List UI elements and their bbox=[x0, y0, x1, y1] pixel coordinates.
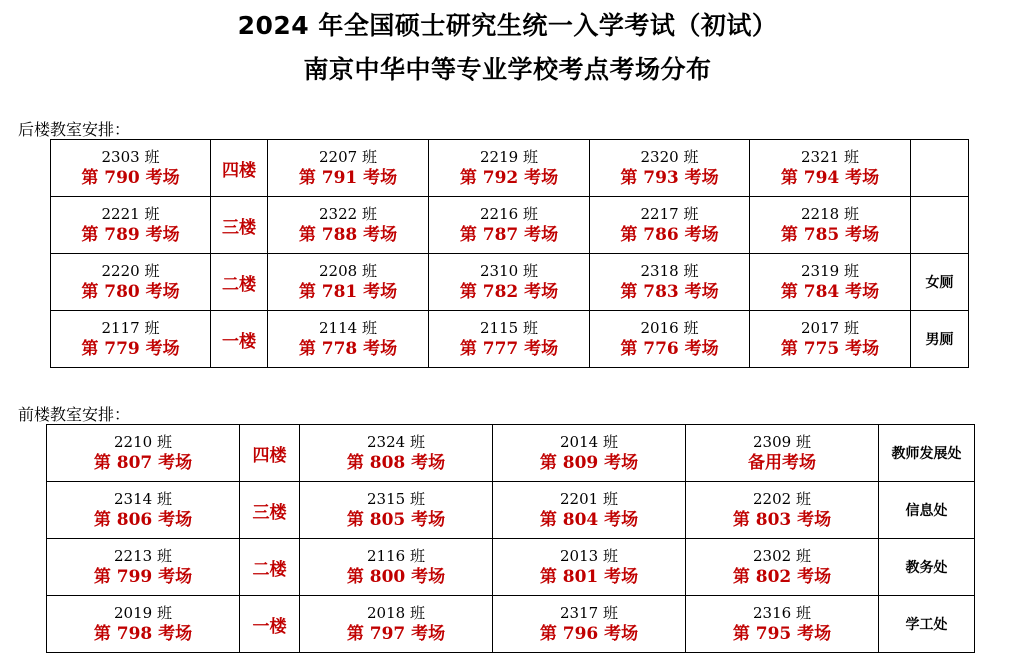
class-name: 2302 班 bbox=[753, 547, 811, 565]
exam-room: 第 805 考场 bbox=[346, 510, 446, 530]
class-name: 2324 班 bbox=[367, 433, 425, 451]
exam-room: 第 785 考场 bbox=[780, 225, 880, 245]
side-note: 教务处 bbox=[879, 539, 975, 596]
exam-room: 第 806 考场 bbox=[93, 510, 193, 530]
exam-room: 第 787 考场 bbox=[459, 225, 559, 245]
classroom-cell bbox=[493, 539, 686, 596]
exam-room: 第 784 考场 bbox=[780, 282, 880, 302]
side-note bbox=[911, 140, 969, 197]
class-name: 2117 班 bbox=[101, 319, 160, 337]
class-name: 2210 班 bbox=[114, 433, 172, 451]
floor-label: 四楼 bbox=[240, 425, 300, 482]
class-name: 2218 班 bbox=[801, 205, 859, 223]
classroom-cell bbox=[590, 197, 750, 254]
classroom-cell bbox=[429, 254, 590, 311]
class-name: 2019 班 bbox=[114, 604, 172, 622]
floor-label: 一楼 bbox=[240, 596, 300, 653]
class-name: 2216 班 bbox=[480, 205, 538, 223]
classroom-cell bbox=[686, 539, 879, 596]
exam-room: 第 775 考场 bbox=[780, 339, 880, 359]
exam-room: 第 790 考场 bbox=[81, 168, 180, 188]
class-name: 2013 班 bbox=[560, 547, 618, 565]
exam-room: 第 809 考场 bbox=[539, 453, 639, 473]
exam-room: 第 789 考场 bbox=[81, 225, 180, 245]
table-row bbox=[51, 140, 969, 197]
side-note: 男厕 bbox=[911, 311, 969, 368]
exam-room: 第 804 考场 bbox=[539, 510, 639, 530]
exam-room: 第 808 考场 bbox=[346, 453, 446, 473]
side-note bbox=[911, 197, 969, 254]
classroom-cell bbox=[300, 539, 493, 596]
side-note: 女厕 bbox=[911, 254, 969, 311]
class-name: 2017 班 bbox=[801, 319, 859, 337]
classroom-cell bbox=[300, 425, 493, 482]
classroom-cell bbox=[750, 254, 911, 311]
floor-label: 三楼 bbox=[240, 482, 300, 539]
exam-room: 第 783 考场 bbox=[620, 282, 719, 302]
side-note: 学工处 bbox=[879, 596, 975, 653]
document-title: 2024 年全国硕士研究生统一入学考试（初试） bbox=[237, 11, 778, 40]
classroom-cell bbox=[268, 311, 429, 368]
classroom-cell bbox=[686, 425, 879, 482]
exam-room: 第 799 考场 bbox=[93, 567, 193, 587]
back-building-table bbox=[50, 139, 969, 368]
exam-room: 第 782 考场 bbox=[459, 282, 559, 302]
classroom-cell bbox=[51, 140, 211, 197]
exam-room: 备用考场 bbox=[748, 453, 816, 473]
classroom-cell bbox=[590, 311, 750, 368]
exam-room: 第 793 考场 bbox=[620, 168, 719, 188]
floor-label: 一楼 bbox=[211, 311, 268, 368]
classroom-cell bbox=[750, 197, 911, 254]
classroom-cell bbox=[51, 197, 211, 254]
exam-room: 第 803 考场 bbox=[732, 510, 832, 530]
classroom-cell bbox=[51, 311, 211, 368]
classroom-cell bbox=[268, 254, 429, 311]
class-name: 2114 班 bbox=[319, 319, 377, 337]
class-name: 2322 班 bbox=[319, 205, 377, 223]
table-row bbox=[47, 539, 975, 596]
exam-room: 第 788 考场 bbox=[298, 225, 398, 245]
floor-label: 四楼 bbox=[211, 140, 268, 197]
exam-room: 第 776 考场 bbox=[620, 339, 719, 359]
classroom-cell bbox=[686, 596, 879, 653]
exam-room: 第 794 考场 bbox=[780, 168, 880, 188]
floor-label: 二楼 bbox=[240, 539, 300, 596]
class-name: 2315 班 bbox=[367, 490, 425, 508]
table-row bbox=[47, 596, 975, 653]
class-name: 2303 班 bbox=[101, 148, 160, 166]
class-name: 2316 班 bbox=[753, 604, 811, 622]
exam-room: 第 780 考场 bbox=[81, 282, 180, 302]
classroom-cell bbox=[493, 482, 686, 539]
classroom-cell bbox=[590, 140, 750, 197]
class-name: 2202 班 bbox=[753, 490, 811, 508]
exam-room: 第 800 考场 bbox=[346, 567, 446, 587]
exam-room: 第 777 考场 bbox=[459, 339, 559, 359]
exam-room: 第 797 考场 bbox=[346, 624, 446, 644]
class-name: 2321 班 bbox=[801, 148, 859, 166]
classroom-cell bbox=[47, 482, 240, 539]
table-row bbox=[47, 482, 975, 539]
class-name: 2018 班 bbox=[367, 604, 425, 622]
exam-room: 第 802 考场 bbox=[732, 567, 832, 587]
classroom-cell bbox=[47, 425, 240, 482]
exam-room: 第 792 考场 bbox=[459, 168, 559, 188]
classroom-cell bbox=[750, 140, 911, 197]
class-name: 2310 班 bbox=[480, 262, 538, 280]
class-name: 2014 班 bbox=[560, 433, 618, 451]
classroom-cell bbox=[750, 311, 911, 368]
class-name: 2016 班 bbox=[640, 319, 699, 337]
exam-room: 第 791 考场 bbox=[298, 168, 398, 188]
back-building-label: 后楼教室安排： bbox=[18, 120, 131, 139]
table-row bbox=[51, 197, 969, 254]
class-name: 2217 班 bbox=[640, 205, 699, 223]
floor-label: 二楼 bbox=[211, 254, 268, 311]
class-name: 2309 班 bbox=[753, 433, 811, 451]
exam-room: 第 778 考场 bbox=[298, 339, 398, 359]
exam-room: 第 786 考场 bbox=[620, 225, 719, 245]
class-name: 2320 班 bbox=[640, 148, 699, 166]
class-name: 2116 班 bbox=[367, 547, 425, 565]
exam-room: 第 781 考场 bbox=[298, 282, 398, 302]
table-row bbox=[51, 311, 969, 368]
classroom-cell bbox=[268, 140, 429, 197]
exam-room: 第 807 考场 bbox=[93, 453, 193, 473]
class-name: 2115 班 bbox=[480, 319, 538, 337]
document-subtitle: 南京中华中等专业学校考点考场分布 bbox=[303, 55, 712, 84]
front-building-label: 前楼教室安排： bbox=[18, 405, 131, 424]
class-name: 2219 班 bbox=[480, 148, 538, 166]
exam-room: 第 801 考场 bbox=[539, 567, 639, 587]
class-name: 2314 班 bbox=[114, 490, 172, 508]
side-note: 信息处 bbox=[879, 482, 975, 539]
classroom-cell bbox=[493, 596, 686, 653]
class-name: 2208 班 bbox=[319, 262, 377, 280]
classroom-cell bbox=[51, 254, 211, 311]
classroom-cell bbox=[429, 197, 590, 254]
side-note: 教师发展处 bbox=[879, 425, 975, 482]
class-name: 2319 班 bbox=[801, 262, 859, 280]
classroom-cell bbox=[493, 425, 686, 482]
exam-room: 第 798 考场 bbox=[93, 624, 193, 644]
exam-room: 第 779 考场 bbox=[81, 339, 180, 359]
classroom-cell bbox=[429, 140, 590, 197]
classroom-cell bbox=[300, 482, 493, 539]
class-name: 2317 班 bbox=[560, 604, 618, 622]
class-name: 2318 班 bbox=[640, 262, 699, 280]
classroom-cell bbox=[300, 596, 493, 653]
exam-room: 第 795 考场 bbox=[732, 624, 832, 644]
front-building-table bbox=[46, 424, 975, 653]
floor-label: 三楼 bbox=[211, 197, 268, 254]
classroom-cell bbox=[590, 254, 750, 311]
table-row bbox=[47, 425, 975, 482]
classroom-cell bbox=[429, 311, 590, 368]
classroom-cell bbox=[47, 596, 240, 653]
class-name: 2213 班 bbox=[114, 547, 172, 565]
classroom-cell bbox=[686, 482, 879, 539]
classroom-cell bbox=[268, 197, 429, 254]
class-name: 2220 班 bbox=[101, 262, 160, 280]
class-name: 2221 班 bbox=[101, 205, 160, 223]
exam-room: 第 796 考场 bbox=[539, 624, 639, 644]
table-row bbox=[51, 254, 969, 311]
class-name: 2201 班 bbox=[560, 490, 618, 508]
class-name: 2207 班 bbox=[319, 148, 377, 166]
classroom-cell bbox=[47, 539, 240, 596]
